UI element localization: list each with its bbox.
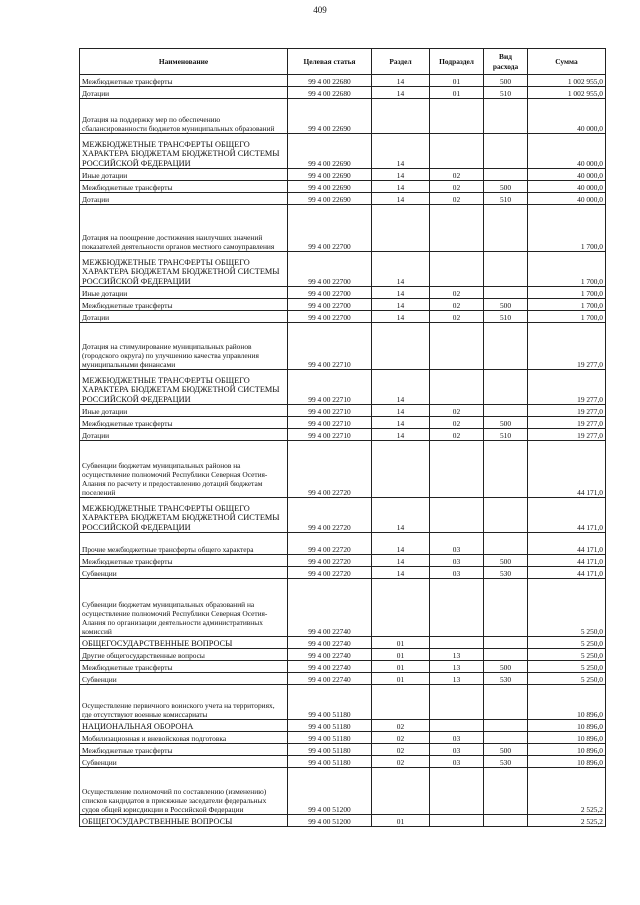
row-podrazdel-cell: 02 (430, 311, 484, 323)
row-name-cell: МЕЖБЮДЖЕТНЫЕ ТРАНСФЕРТЫ ОБЩЕГО ХАРАКТЕРА БЮДЖЕТАМ БЮДЖЕТНОЙ СИСТЕМЫ РОССИЙСКОЙ ФЕДЕРАЦИИ (80, 370, 288, 405)
row-sum-cell: 2 525,2 (528, 768, 606, 815)
row-sum-cell: 44 171,0 (528, 441, 606, 498)
row-razdel-cell: 14 (372, 134, 430, 169)
table-row (80, 555, 606, 567)
row-sum-cell: 44 171,0 (528, 555, 606, 567)
row-sum-cell: 40 000,0 (528, 134, 606, 169)
row-razdel-cell: 14 (372, 181, 430, 193)
row-vid-cell (484, 405, 528, 417)
row-sum-cell: 2 525,2 (528, 815, 606, 827)
row-sum-cell: 40 000,0 (528, 99, 606, 134)
row-sum-cell: 5 250,0 (528, 661, 606, 673)
table-row (80, 768, 606, 815)
row-vid-cell: 530 (484, 673, 528, 685)
row-razdel-cell: 14 (372, 169, 430, 181)
table-row (80, 673, 606, 685)
row-vid-cell (484, 441, 528, 498)
row-sum-cell: 44 171,0 (528, 533, 606, 555)
row-podrazdel-cell: 02 (430, 181, 484, 193)
table-body (80, 75, 606, 827)
row-razdel-cell: 01 (372, 637, 430, 649)
row-code-cell: 99 4 00 51180 (288, 756, 372, 768)
row-code-cell: 99 4 00 51180 (288, 744, 372, 756)
row-name-cell: Межбюджетные трансферты (80, 299, 288, 311)
row-podrazdel-cell: 13 (430, 673, 484, 685)
row-sum-cell: 5 250,0 (528, 579, 606, 637)
row-code-cell: 99 4 00 51180 (288, 732, 372, 744)
row-vid-cell (484, 815, 528, 827)
table-row (80, 193, 606, 205)
row-name-cell: Дотации (80, 311, 288, 323)
row-sum-cell: 19 277,0 (528, 429, 606, 441)
row-code-cell: 99 4 00 22740 (288, 649, 372, 661)
row-podrazdel-cell: 03 (430, 756, 484, 768)
column-header-sum: Сумма (528, 49, 606, 75)
row-razdel-cell: 01 (372, 815, 430, 827)
row-code-cell: 99 4 00 22680 (288, 75, 372, 87)
row-vid-cell: 530 (484, 567, 528, 579)
row-vid-cell: 510 (484, 87, 528, 99)
row-podrazdel-cell: 03 (430, 744, 484, 756)
row-name-cell: Межбюджетные трансферты (80, 661, 288, 673)
row-vid-cell (484, 732, 528, 744)
row-vid-cell: 500 (484, 299, 528, 311)
row-sum-cell: 5 250,0 (528, 637, 606, 649)
row-razdel-cell: 02 (372, 732, 430, 744)
row-name-cell: НАЦИОНАЛЬНАЯ ОБОРОНА (80, 720, 288, 732)
row-podrazdel-cell (430, 815, 484, 827)
row-razdel-cell: 14 (372, 193, 430, 205)
row-vid-cell (484, 287, 528, 299)
row-podrazdel-cell (430, 720, 484, 732)
row-podrazdel-cell: 01 (430, 87, 484, 99)
row-podrazdel-cell: 01 (430, 75, 484, 87)
row-vid-cell (484, 685, 528, 720)
row-code-cell: 99 4 00 22700 (288, 205, 372, 252)
row-podrazdel-cell: 03 (430, 555, 484, 567)
row-code-cell: 99 4 00 22720 (288, 533, 372, 555)
row-podrazdel-cell (430, 441, 484, 498)
row-vid-cell (484, 99, 528, 134)
row-sum-cell: 1 700,0 (528, 299, 606, 311)
table-row (80, 181, 606, 193)
table-row (80, 579, 606, 637)
row-vid-cell: 500 (484, 555, 528, 567)
row-name-cell: Межбюджетные трансферты (80, 555, 288, 567)
table-row (80, 661, 606, 673)
row-podrazdel-cell (430, 579, 484, 637)
row-vid-cell: 500 (484, 661, 528, 673)
row-name-cell: Мобилизационная и вневойсковая подготовка (80, 732, 288, 744)
row-code-cell: 99 4 00 22720 (288, 555, 372, 567)
row-name-cell: ОБЩЕГОСУДАРСТВЕННЫЕ ВОПРОСЫ (80, 637, 288, 649)
row-vid-cell (484, 498, 528, 533)
row-razdel-cell: 14 (372, 311, 430, 323)
row-name-cell: Дотация на поддержку мер по обеспечению сбалансированности бюджетов муниципальных образований (80, 99, 288, 134)
table-row (80, 744, 606, 756)
table-row (80, 732, 606, 744)
row-code-cell: 99 4 00 51180 (288, 685, 372, 720)
table-header-row (80, 49, 606, 75)
row-razdel-cell: 14 (372, 533, 430, 555)
row-sum-cell: 1 002 955,0 (528, 75, 606, 87)
row-name-cell: Осуществление полномочий по составлению (изменению) списков кандидатов в присяжные заседатели федеральных судов общей юрисдикции в Российской Федерации (80, 768, 288, 815)
row-code-cell: 99 4 00 22740 (288, 637, 372, 649)
row-name-cell: Дотации (80, 429, 288, 441)
budget-table (79, 48, 606, 827)
row-vid-cell (484, 579, 528, 637)
table-row (80, 205, 606, 252)
row-name-cell: Межбюджетные трансферты (80, 75, 288, 87)
row-sum-cell: 44 171,0 (528, 567, 606, 579)
row-vid-cell (484, 323, 528, 370)
table-row (80, 134, 606, 169)
row-code-cell: 99 4 00 22720 (288, 498, 372, 533)
row-podrazdel-cell: 02 (430, 417, 484, 429)
row-name-cell: Дотации (80, 87, 288, 99)
table-row (80, 299, 606, 311)
row-razdel-cell: 14 (372, 405, 430, 417)
row-code-cell: 99 4 00 22710 (288, 405, 372, 417)
row-name-cell: ОБЩЕГОСУДАРСТВЕННЫЕ ВОПРОСЫ (80, 815, 288, 827)
row-razdel-cell: 02 (372, 720, 430, 732)
row-podrazdel-cell: 02 (430, 169, 484, 181)
row-razdel-cell: 14 (372, 370, 430, 405)
row-vid-cell (484, 169, 528, 181)
column-header-name: Наименование (80, 49, 288, 75)
row-name-cell: Субвенции (80, 673, 288, 685)
row-name-cell: Иные дотации (80, 405, 288, 417)
row-name-cell: Межбюджетные трансферты (80, 417, 288, 429)
row-podrazdel-cell: 02 (430, 405, 484, 417)
row-sum-cell: 10 896,0 (528, 744, 606, 756)
row-vid-cell: 500 (484, 417, 528, 429)
row-podrazdel-cell: 03 (430, 567, 484, 579)
row-sum-cell: 40 000,0 (528, 193, 606, 205)
row-podrazdel-cell: 02 (430, 193, 484, 205)
row-vid-cell (484, 205, 528, 252)
row-podrazdel-cell: 02 (430, 429, 484, 441)
row-code-cell: 99 4 00 22690 (288, 169, 372, 181)
table-row (80, 323, 606, 370)
row-sum-cell: 19 277,0 (528, 370, 606, 405)
row-code-cell: 99 4 00 22740 (288, 579, 372, 637)
row-sum-cell: 1 700,0 (528, 205, 606, 252)
row-name-cell: МЕЖБЮДЖЕТНЫЕ ТРАНСФЕРТЫ ОБЩЕГО ХАРАКТЕРА БЮДЖЕТАМ БЮДЖЕТНОЙ СИСТЕМЫ РОССИЙСКОЙ ФЕДЕРАЦИИ (80, 252, 288, 287)
row-name-cell: Другие общегосударственные вопросы (80, 649, 288, 661)
row-podrazdel-cell (430, 205, 484, 252)
table-row (80, 75, 606, 87)
row-code-cell: 99 4 00 22690 (288, 134, 372, 169)
row-name-cell: Субвенции (80, 567, 288, 579)
row-name-cell: Субвенции бюджетам муниципальных образований на осуществление полномочий Республики Северная Осетия-Алания по организации деятельности административных комиссий (80, 579, 288, 637)
row-vid-cell (484, 637, 528, 649)
row-code-cell: 99 4 00 51200 (288, 815, 372, 827)
row-podrazdel-cell: 02 (430, 299, 484, 311)
column-header-razdel: Раздел (372, 49, 430, 75)
row-code-cell: 99 4 00 22710 (288, 370, 372, 405)
table-row (80, 417, 606, 429)
row-sum-cell: 19 277,0 (528, 405, 606, 417)
row-vid-cell: 530 (484, 756, 528, 768)
row-vid-cell: 500 (484, 744, 528, 756)
row-podrazdel-cell (430, 323, 484, 370)
row-podrazdel-cell: 13 (430, 661, 484, 673)
table-row (80, 252, 606, 287)
table-row (80, 441, 606, 498)
row-sum-cell: 10 896,0 (528, 685, 606, 720)
row-sum-cell: 10 896,0 (528, 720, 606, 732)
row-name-cell: Субвенции (80, 756, 288, 768)
row-sum-cell: 10 896,0 (528, 756, 606, 768)
row-sum-cell: 44 171,0 (528, 498, 606, 533)
row-razdel-cell (372, 768, 430, 815)
row-sum-cell: 10 896,0 (528, 732, 606, 744)
row-podrazdel-cell (430, 99, 484, 134)
table-row (80, 685, 606, 720)
row-name-cell: Межбюджетные трансферты (80, 744, 288, 756)
row-razdel-cell: 14 (372, 252, 430, 287)
table-row (80, 498, 606, 533)
row-code-cell: 99 4 00 22710 (288, 429, 372, 441)
row-razdel-cell: 14 (372, 429, 430, 441)
row-code-cell: 99 4 00 51180 (288, 720, 372, 732)
row-code-cell: 99 4 00 22710 (288, 417, 372, 429)
row-code-cell: 99 4 00 22720 (288, 567, 372, 579)
table-row (80, 533, 606, 555)
row-code-cell: 99 4 00 22690 (288, 99, 372, 134)
row-sum-cell: 5 250,0 (528, 673, 606, 685)
table-row (80, 370, 606, 405)
row-razdel-cell: 14 (372, 299, 430, 311)
row-name-cell: Прочие межбюджетные трансферты общего характера (80, 533, 288, 555)
row-name-cell: Осуществление первичного воинского учета на территориях, где отсутствуют военные комиссариаты (80, 685, 288, 720)
table-row (80, 649, 606, 661)
row-name-cell: Межбюджетные трансферты (80, 181, 288, 193)
row-vid-cell (484, 252, 528, 287)
table-row (80, 637, 606, 649)
row-name-cell: МЕЖБЮДЖЕТНЫЕ ТРАНСФЕРТЫ ОБЩЕГО ХАРАКТЕРА БЮДЖЕТАМ БЮДЖЕТНОЙ СИСТЕМЫ РОССИЙСКОЙ ФЕДЕРАЦИИ (80, 134, 288, 169)
page-number: 409 (313, 5, 327, 15)
row-vid-cell (484, 134, 528, 169)
row-podrazdel-cell: 03 (430, 533, 484, 555)
row-podrazdel-cell (430, 685, 484, 720)
row-vid-cell: 510 (484, 429, 528, 441)
row-code-cell: 99 4 00 22700 (288, 299, 372, 311)
row-sum-cell: 19 277,0 (528, 323, 606, 370)
table-row (80, 815, 606, 827)
row-name-cell: МЕЖБЮДЖЕТНЫЕ ТРАНСФЕРТЫ ОБЩЕГО ХАРАКТЕРА БЮДЖЕТАМ БЮДЖЕТНОЙ СИСТЕМЫ РОССИЙСКОЙ ФЕДЕРАЦИИ (80, 498, 288, 533)
row-razdel-cell (372, 205, 430, 252)
row-podrazdel-cell (430, 498, 484, 533)
column-header-vid: Вид расхода (484, 49, 528, 75)
table-row (80, 720, 606, 732)
row-podrazdel-cell: 02 (430, 287, 484, 299)
row-sum-cell: 19 277,0 (528, 417, 606, 429)
row-razdel-cell (372, 579, 430, 637)
row-vid-cell (484, 533, 528, 555)
row-podrazdel-cell (430, 370, 484, 405)
table-row (80, 311, 606, 323)
row-sum-cell: 1 700,0 (528, 287, 606, 299)
row-podrazdel-cell (430, 134, 484, 169)
row-razdel-cell (372, 323, 430, 370)
row-podrazdel-cell: 03 (430, 732, 484, 744)
row-vid-cell: 510 (484, 311, 528, 323)
table-row (80, 405, 606, 417)
row-code-cell: 99 4 00 22680 (288, 87, 372, 99)
row-razdel-cell: 01 (372, 649, 430, 661)
table-row (80, 287, 606, 299)
row-vid-cell (484, 649, 528, 661)
column-header-podrazdel: Подраздел (430, 49, 484, 75)
row-razdel-cell: 14 (372, 287, 430, 299)
row-razdel-cell: 01 (372, 673, 430, 685)
row-name-cell: Дотации (80, 193, 288, 205)
table-row (80, 567, 606, 579)
row-razdel-cell: 14 (372, 498, 430, 533)
row-sum-cell: 1 700,0 (528, 252, 606, 287)
row-name-cell: Дотация на поощрение достижения наилучших значений показателей деятельности органов местного самоуправления (80, 205, 288, 252)
row-podrazdel-cell (430, 252, 484, 287)
row-razdel-cell: 14 (372, 87, 430, 99)
row-code-cell: 99 4 00 22690 (288, 181, 372, 193)
row-razdel-cell: 14 (372, 555, 430, 567)
row-vid-cell: 500 (484, 181, 528, 193)
row-code-cell: 99 4 00 22700 (288, 311, 372, 323)
row-podrazdel-cell: 13 (430, 649, 484, 661)
row-sum-cell: 40 000,0 (528, 169, 606, 181)
row-sum-cell: 40 000,0 (528, 181, 606, 193)
row-code-cell: 99 4 00 22740 (288, 661, 372, 673)
row-sum-cell: 1 700,0 (528, 311, 606, 323)
row-name-cell: Иные дотации (80, 287, 288, 299)
row-razdel-cell: 02 (372, 744, 430, 756)
row-razdel-cell (372, 441, 430, 498)
table-row (80, 756, 606, 768)
column-header-code: Целевая статья (288, 49, 372, 75)
row-code-cell: 99 4 00 22700 (288, 252, 372, 287)
table-row (80, 99, 606, 134)
row-code-cell: 99 4 00 22740 (288, 673, 372, 685)
row-razdel-cell (372, 685, 430, 720)
table-row (80, 429, 606, 441)
row-name-cell: Дотация на стимулирование муниципальных районов (городского округа) по улучшению качества управления муниципальными финансами (80, 323, 288, 370)
row-code-cell: 99 4 00 22710 (288, 323, 372, 370)
row-code-cell: 99 4 00 22700 (288, 287, 372, 299)
row-vid-cell (484, 768, 528, 815)
row-name-cell: Субвенции бюджетам муниципальных районов на осуществление полномочий Республики Северная Осетия-Алания по расчету и предоставлению дотаций бюджетам поселений (80, 441, 288, 498)
row-podrazdel-cell (430, 768, 484, 815)
row-vid-cell (484, 720, 528, 732)
row-razdel-cell: 02 (372, 756, 430, 768)
row-razdel-cell: 01 (372, 661, 430, 673)
row-code-cell: 99 4 00 51200 (288, 768, 372, 815)
row-vid-cell: 500 (484, 75, 528, 87)
row-razdel-cell: 14 (372, 567, 430, 579)
row-name-cell: Иные дотации (80, 169, 288, 181)
row-vid-cell: 510 (484, 193, 528, 205)
row-podrazdel-cell (430, 637, 484, 649)
table-row (80, 169, 606, 181)
row-vid-cell (484, 370, 528, 405)
row-sum-cell: 5 250,0 (528, 649, 606, 661)
row-razdel-cell: 14 (372, 75, 430, 87)
row-code-cell: 99 4 00 22690 (288, 193, 372, 205)
row-razdel-cell (372, 99, 430, 134)
row-sum-cell: 1 002 955,0 (528, 87, 606, 99)
table-row (80, 87, 606, 99)
row-razdel-cell: 14 (372, 417, 430, 429)
row-code-cell: 99 4 00 22720 (288, 441, 372, 498)
